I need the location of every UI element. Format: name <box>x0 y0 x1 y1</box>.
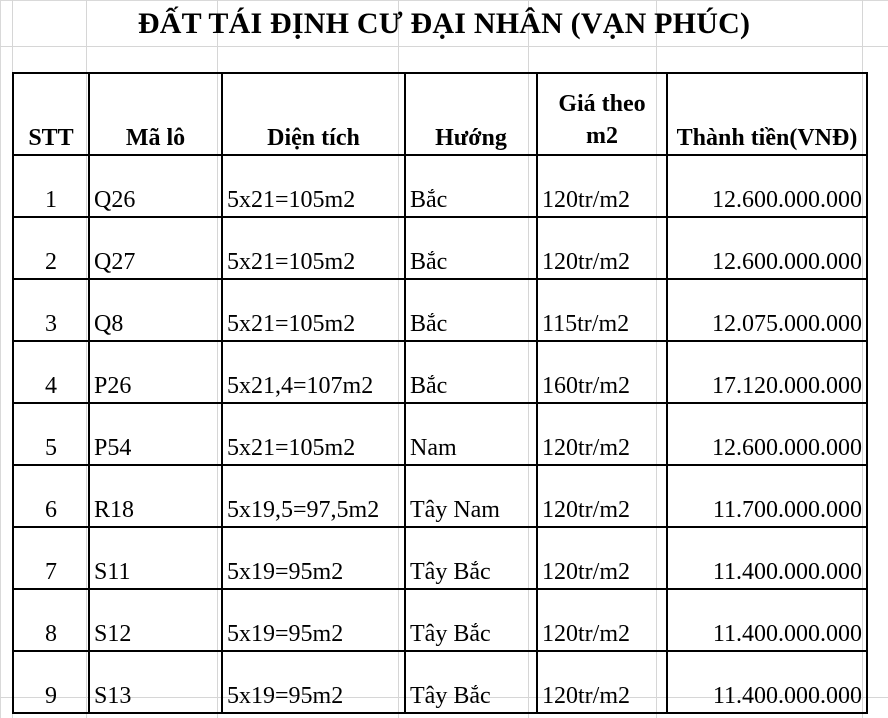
cell-area[interactable]: 5x21=105m2 <box>222 217 405 279</box>
cell-total[interactable]: 12.600.000.000 <box>667 155 867 217</box>
header-stt[interactable]: STT <box>13 73 89 155</box>
cell-price[interactable]: 120tr/m2 <box>537 527 667 589</box>
table-row <box>13 341 867 403</box>
cell-total[interactable]: 12.600.000.000 <box>667 403 867 465</box>
table-row <box>13 527 867 589</box>
lot-price-table <box>12 72 868 714</box>
cell-stt[interactable]: 1 <box>13 155 89 217</box>
table-row <box>13 279 867 341</box>
cell-stt[interactable]: 4 <box>13 341 89 403</box>
cell-price[interactable]: 120tr/m2 <box>537 589 667 651</box>
cell-direction[interactable]: Tây Bắc <box>405 651 537 713</box>
cell-direction[interactable]: Tây Bắc <box>405 527 537 589</box>
cell-total[interactable]: 12.075.000.000 <box>667 279 867 341</box>
cell-lot-code[interactable]: S11 <box>89 527 222 589</box>
cell-lot-code[interactable]: Q26 <box>89 155 222 217</box>
cell-area[interactable]: 5x21=105m2 <box>222 155 405 217</box>
cell-lot-code[interactable]: Q8 <box>89 279 222 341</box>
table-row <box>13 465 867 527</box>
cell-total[interactable]: 11.700.000.000 <box>667 465 867 527</box>
header-lot-code[interactable]: Mã lô <box>89 73 222 155</box>
cell-stt[interactable]: 8 <box>13 589 89 651</box>
cell-stt[interactable]: 3 <box>13 279 89 341</box>
cell-stt[interactable]: 6 <box>13 465 89 527</box>
table-row <box>13 217 867 279</box>
cell-lot-code[interactable]: Q27 <box>89 217 222 279</box>
cell-area[interactable]: 5x21=105m2 <box>222 279 405 341</box>
cell-price[interactable]: 120tr/m2 <box>537 651 667 713</box>
cell-lot-code[interactable]: R18 <box>89 465 222 527</box>
header-total[interactable]: Thành tiền(VNĐ) <box>667 73 867 155</box>
sheet-title[interactable]: ĐẤT TÁI ĐỊNH CƯ ĐẠI NHÂN (VẠN PHÚC) <box>137 7 751 40</box>
cell-lot-code[interactable]: P26 <box>89 341 222 403</box>
table-row <box>13 155 867 217</box>
cell-total[interactable]: 11.400.000.000 <box>667 651 867 713</box>
header-price-line1: Giá theo <box>558 91 646 117</box>
cell-price[interactable]: 160tr/m2 <box>537 341 667 403</box>
header-direction[interactable]: Hướng <box>405 73 537 155</box>
cell-price[interactable]: 115tr/m2 <box>537 279 667 341</box>
cell-price[interactable]: 120tr/m2 <box>537 217 667 279</box>
cell-area[interactable]: 5x19=95m2 <box>222 651 405 713</box>
header-row <box>13 73 867 155</box>
header-price-line2: m2 <box>586 123 618 149</box>
cell-lot-code[interactable]: S12 <box>89 589 222 651</box>
cell-area[interactable]: 5x19=95m2 <box>222 589 405 651</box>
grid-line <box>0 46 888 47</box>
header-area[interactable]: Diện tích <box>222 73 405 155</box>
table-row <box>13 589 867 651</box>
cell-direction[interactable]: Nam <box>405 403 537 465</box>
cell-total[interactable]: 11.400.000.000 <box>667 589 867 651</box>
cell-area[interactable]: 5x19,5=97,5m2 <box>222 465 405 527</box>
cell-lot-code[interactable]: S13 <box>89 651 222 713</box>
cell-price[interactable]: 120tr/m2 <box>537 403 667 465</box>
cell-price[interactable]: 120tr/m2 <box>537 155 667 217</box>
cell-direction[interactable]: Tây Bắc <box>405 589 537 651</box>
cell-stt[interactable]: 7 <box>13 527 89 589</box>
cell-area[interactable]: 5x21,4=107m2 <box>222 341 405 403</box>
cell-direction[interactable]: Bắc <box>405 341 537 403</box>
cell-total[interactable]: 12.600.000.000 <box>667 217 867 279</box>
cell-total[interactable]: 11.400.000.000 <box>667 527 867 589</box>
cell-direction[interactable]: Bắc <box>405 279 537 341</box>
cell-lot-code[interactable]: P54 <box>89 403 222 465</box>
table-row <box>13 403 867 465</box>
cell-stt[interactable]: 2 <box>13 217 89 279</box>
cell-area[interactable]: 5x21=105m2 <box>222 403 405 465</box>
cell-total[interactable]: 17.120.000.000 <box>667 341 867 403</box>
cell-price[interactable]: 120tr/m2 <box>537 465 667 527</box>
cell-direction[interactable]: Tây Nam <box>405 465 537 527</box>
cell-area[interactable]: 5x19=95m2 <box>222 527 405 589</box>
table-row <box>13 651 867 713</box>
cell-stt[interactable]: 5 <box>13 403 89 465</box>
header-price-per-m2[interactable] <box>537 73 667 155</box>
cell-direction[interactable]: Bắc <box>405 217 537 279</box>
cell-direction[interactable]: Bắc <box>405 155 537 217</box>
cell-stt[interactable]: 9 <box>13 651 89 713</box>
